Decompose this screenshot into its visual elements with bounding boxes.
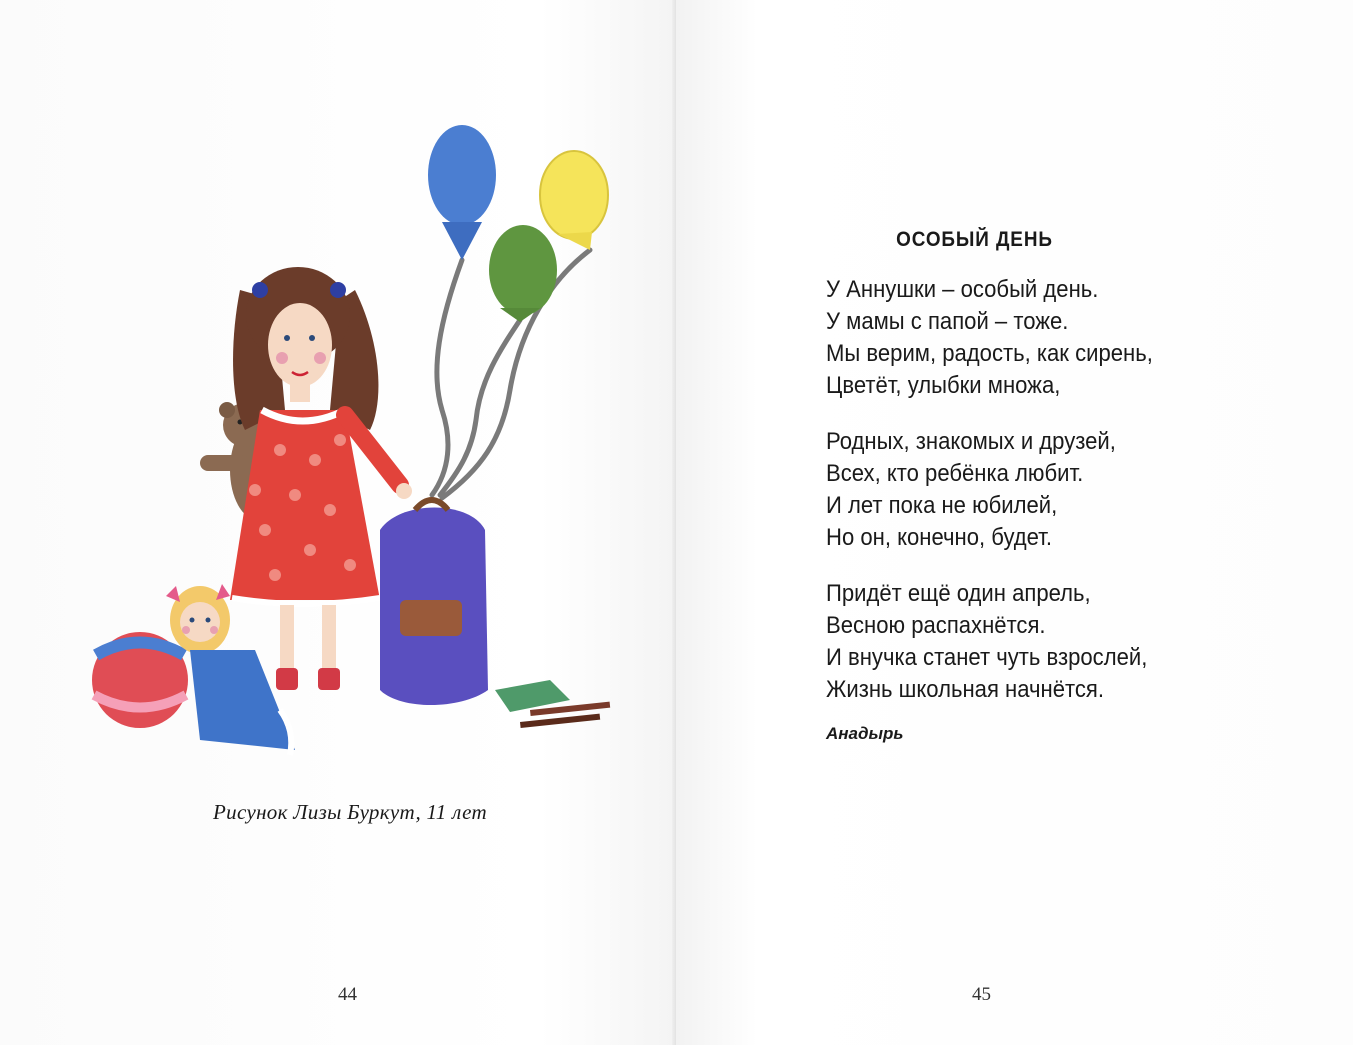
- purple-bag: [380, 500, 488, 705]
- illustration-caption: Рисунок Лизы Буркут, 11 лет: [213, 800, 487, 824]
- poem-stanza-2: [826, 426, 1296, 554]
- poem-stanza-3: [826, 578, 1296, 706]
- poem-line: И лет пока не юбилей,: [826, 492, 1058, 519]
- child-drawing-illustration: [80, 110, 640, 790]
- blue-balloon: [428, 125, 496, 260]
- page-number-left: 44: [338, 984, 357, 1005]
- poem-line: У Аннушки – особый день.: [826, 276, 1099, 303]
- left-page: [0, 0, 676, 1045]
- poem-line: Родных, знакомых и друзей,: [826, 428, 1116, 455]
- poem-line: Мы верим, радость, как сирень,: [826, 340, 1153, 367]
- poem-line: Всех, кто ребёнка любит.: [826, 460, 1084, 487]
- poem-line: Но он, конечно, будет.: [826, 524, 1052, 551]
- poem-stanza-1: [826, 274, 1296, 402]
- page-number-right: 45: [972, 984, 991, 1005]
- poem-place: Анадырь: [826, 724, 904, 743]
- poem-line: У мамы с папой – тоже.: [826, 308, 1069, 335]
- yellow-balloon: [540, 151, 608, 250]
- striped-ball: [92, 632, 188, 728]
- poem-title: ОСОБЫЙ ДЕНЬ: [896, 228, 1053, 251]
- green-balloon: [489, 225, 557, 322]
- poem-line: Цветёт, улыбки множа,: [826, 372, 1061, 399]
- book-and-pencils: [495, 680, 610, 728]
- poem-line: И внучка станет чуть взрослей,: [826, 644, 1148, 671]
- poem-line: Жизнь школьная начнётся.: [826, 676, 1105, 703]
- poem-line: Придёт ещё один апрель,: [826, 580, 1091, 607]
- poem-line: Весною распахнётся.: [826, 612, 1046, 639]
- poem: [826, 228, 1296, 744]
